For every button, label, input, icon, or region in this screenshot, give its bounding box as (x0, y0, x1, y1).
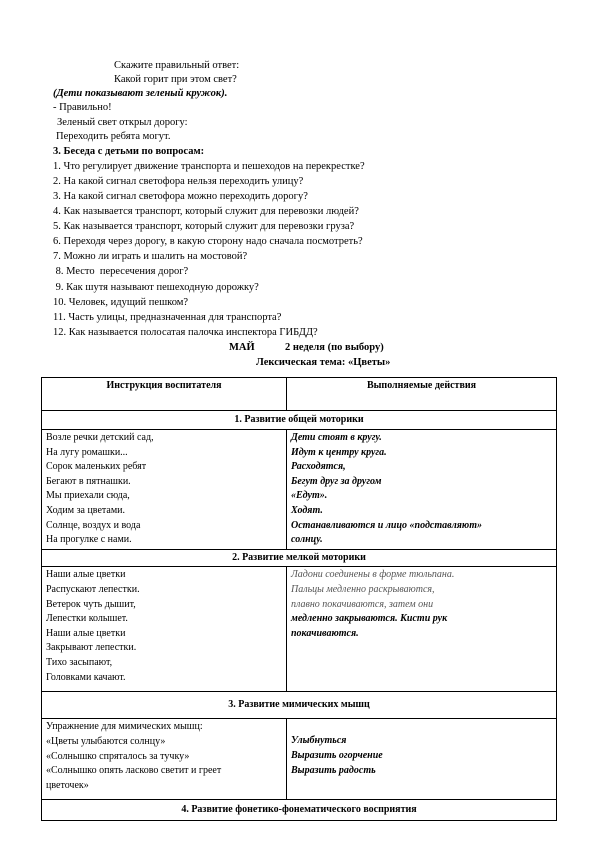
section-title: 4. Развитие фонетико-фонематического восприятия (42, 800, 557, 821)
question-item: 9. Как шутя называют пешеходную дорожку? (53, 282, 259, 293)
question-item: 5. Как называется транспорт, который служит для перевозки груза? (53, 221, 355, 232)
action-cell: Дети стоят в кругу. Идут к центру круга. Расходятся, Бегут друг за другом «Едут». Ходят. Останавливаются и лицо «подставляют» солнцу. (287, 430, 557, 550)
question-item: 2. На какой сигнал светофора нельзя переходить улицу? (53, 176, 304, 187)
instruction-cell: Возле речки детский сад, На лугу ромашки... Сорок маленьких ребят Бегают в пятнашки. Мы приехали сюда, Ходим за цветами. Солнце, воздух и вода На прогулке с нами. (42, 430, 287, 550)
question-item: 1. Что регулирует движение транспорта и пешеходов на перекрестке? (53, 161, 365, 172)
intro-line-1: Скажите правильный ответ: (114, 60, 240, 71)
intro-stage-direction: (Дети показывают зеленый кружок). (53, 88, 228, 99)
question-item: 4. Как называется транспорт, который служит для перевозки людей? (53, 206, 359, 217)
col-header-instructions: Инструкция воспитателя (42, 378, 287, 411)
question-item: 10. Человек, идущий пешком? (53, 297, 189, 308)
question-item: 11. Часть улицы, предназначенная для транспорта? (53, 312, 282, 323)
instruction-cell: Наши алые цветки Распускают лепестки. Ветерок чуть дышит, Лепестки колышет. Наши алые цветки Закрывают лепестки. Тихо засыпают, Головками качают. (42, 567, 287, 692)
intro-line-5: Зеленый свет открыл дорогу: (57, 117, 188, 128)
section-title: 3. Развитие мимических мышц (42, 692, 557, 719)
action-cell: Ладони соединены в форме тюльпана. Пальцы медленно раскрываются, плавно покачиваются, затем они медленно закрываются. Кисти рук покачиваются. (287, 567, 557, 692)
intro-line-4: - Правильно! (53, 102, 112, 113)
question-item: 12. Как называется полосатая палочка инспектора ГИБДД? (53, 327, 318, 338)
col-header-actions: Выполняемые действия (287, 378, 557, 411)
lexical-theme: Лексическая тема: «Цветы» (256, 357, 391, 368)
question-item: 3. На какой сигнал светофора можно переходить дорогу? (53, 191, 308, 202)
intro-line-2: Какой горит при этом свет? (114, 74, 237, 85)
instruction-cell: Упражнение для мимических мышц: «Цветы улыбаются солнцу» «Солнышко спряталось за тучку» «Солнышко опять ласково светит и греет цветочек» (42, 719, 287, 800)
question-item: 6. Переходя через дорогу, в какую сторону надо сначала посмотреть? (53, 236, 363, 247)
question-item: 8. Место пересечения дорог? (53, 266, 189, 277)
exercise-table (41, 377, 557, 821)
action-cell: Улыбнуться Выразить огорчение Выразить радость (287, 719, 557, 800)
question-item: 7. Можно ли играть и шалить на мостовой? (53, 251, 248, 262)
section-title: 1. Развитие общей моторики (42, 411, 557, 430)
week-label: 2 неделя (по выбору) (285, 342, 384, 353)
intro-line-6: Переходить ребята могут. (56, 131, 171, 142)
section-title: 2. Развитие мелкой моторики (42, 549, 557, 567)
conversation-heading: 3. Беседа с детьми по вопросам: (53, 146, 205, 157)
month-label: МАЙ (229, 342, 255, 353)
